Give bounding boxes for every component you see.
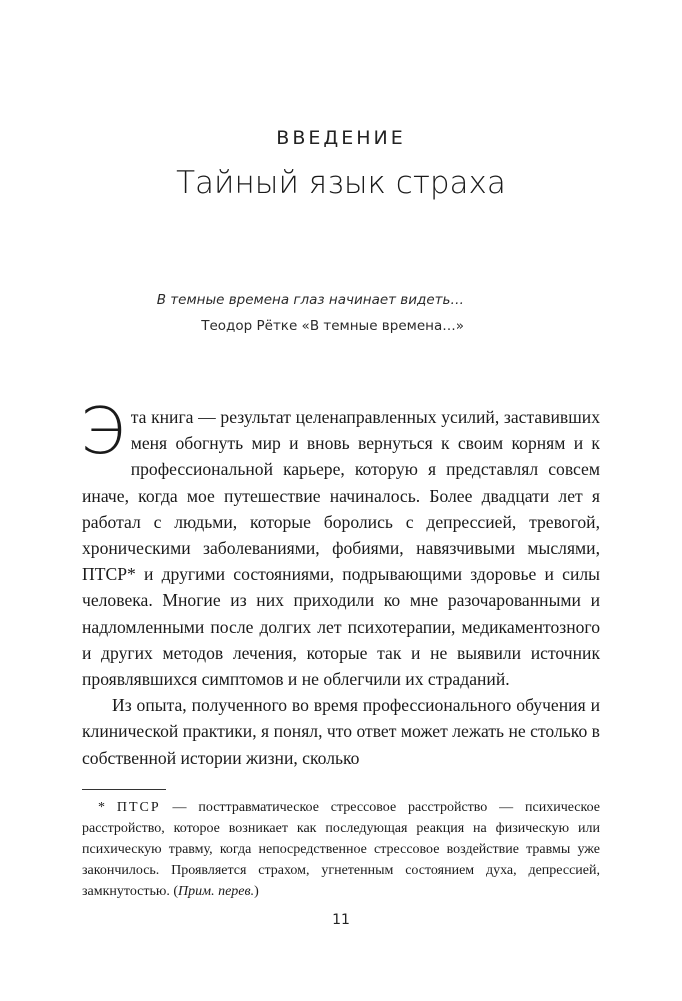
footnote-marker: * [98,800,117,815]
footnote-divider [82,789,166,790]
paragraph-1-text: та книга — результат целенаправленных усилий, заставивших меня обогнуть мир и вновь вернуться к своим корням и к профессиональной карьере, которую я представлял совсем иначе, когда мое путешествие начиналось. Более двадцати лет я работал с людьми, которые боролись с депрессией, тревогой, хроническими заболеваниями, фобиями, навязчивыми мыслями, ПТСР* и другими состояниями, подрывающими здоровье и силы человека. Многие из них приходили ко мне разочарованными и надломленными после долгих лет психотерапии, медикаментозного и других методов лечения, которые так и не выявили источник проявлявшихся симптомов и не облегчили их страданий. [82,407,600,690]
chapter-title: Тайный язык страха [176,165,506,201]
paragraph-2: Из опыта, полученного во время профессионального обучения и клинической практики, я понял, что ответ может лежать не столько в собственной истории жизни, сколько [82,695,600,768]
drop-cap: Э [80,395,125,469]
epigraph-attribution: Теодор Рётке «В темные времена…» [201,318,464,334]
footnote-text-1: — посттравматическое стрессовое расстройство — психическое расстройство, которое возникает как последующая реакция на физическую или психическую травму, когда непосредственное стрессовое воздействие травмы уже закончилось. Проявляется страхом, угнетенным состоянием духа, депрессией, замкнутостью. ( [82,800,600,899]
epigraph-quote: В темные времена глаз начинает видеть… [156,292,464,308]
body-text [80,395,600,771]
section-label: ВВЕДЕНИЕ [276,127,406,149]
footnote-translator-note: Прим. перев. [178,884,255,899]
epigraph [157,287,464,339]
footnote-text-2: ) [254,884,259,899]
footnote-abbr: ПТСР [116,800,161,815]
page-number: 11 [332,912,350,928]
footnote [82,797,600,902]
paragraph-1 [80,395,600,692]
